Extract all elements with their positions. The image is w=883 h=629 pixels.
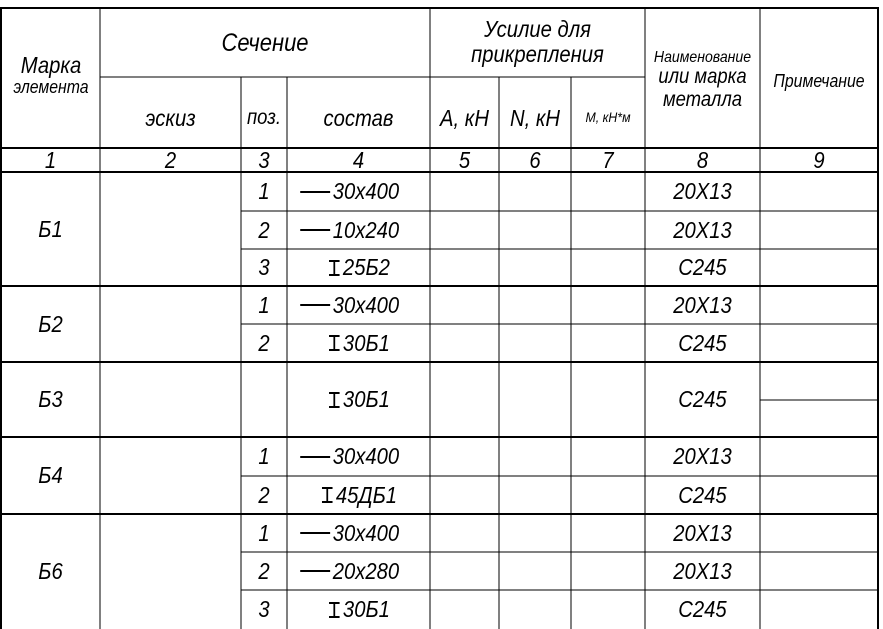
column-number-3: 3	[258, 147, 270, 174]
row-metal: С245	[678, 596, 727, 623]
composition-text: 30Б1	[342, 596, 390, 623]
header-mark-line1: Марка	[20, 51, 82, 78]
row-pos: 1	[258, 291, 270, 318]
header-metal-line3: металла	[662, 87, 743, 111]
row-composition	[296, 362, 422, 437]
row-pos: 3	[258, 596, 270, 623]
header-mark-line2: элемента	[13, 76, 89, 97]
column-number-1: 1	[44, 147, 57, 174]
plate-icon	[299, 185, 331, 199]
header-force-line2: прикрепления	[471, 41, 604, 67]
column-number-9: 9	[813, 147, 825, 174]
composition-text: 30Б1	[342, 329, 390, 356]
row-pos: 2	[258, 329, 270, 356]
composition-text: 30x400	[332, 519, 400, 546]
composition-text: 30Б1	[342, 386, 390, 413]
header-metal-line1: Наименование	[653, 48, 752, 66]
row-pos: 2	[258, 216, 270, 243]
header-force	[443, 9, 632, 75]
header-metal-line2: или марка	[658, 64, 747, 88]
composition-text: 30x400	[332, 178, 400, 205]
row-pos: 1	[258, 519, 270, 546]
plate-icon	[299, 450, 331, 464]
group-mark: Б6	[38, 558, 63, 585]
group-mark: Б4	[38, 462, 63, 489]
header-force-n: N, кН	[509, 104, 561, 131]
column-number-8: 8	[696, 147, 709, 174]
row-metal: 20Х13	[673, 291, 732, 318]
row-composition	[299, 211, 421, 249]
header-sketch: эскиз	[145, 104, 196, 131]
composition-text: 10x240	[332, 216, 400, 243]
i-beam-icon	[327, 334, 341, 352]
header-mark	[8, 40, 94, 110]
row-metal: С245	[678, 329, 727, 356]
i-beam-icon	[320, 486, 334, 504]
plate-icon	[299, 526, 331, 540]
column-number-6: 6	[529, 147, 541, 174]
row-metal: 20Х13	[673, 178, 732, 205]
row-pos	[244, 362, 284, 437]
composition-text: 30x400	[332, 443, 400, 470]
row-metal: 20Х13	[673, 216, 732, 243]
row-pos: 2	[258, 557, 270, 584]
row-pos: 1	[258, 443, 270, 470]
row-composition	[299, 172, 421, 211]
row-metal: 20Х13	[673, 519, 732, 546]
i-beam-icon	[327, 601, 341, 619]
header-section: Сечение	[221, 28, 309, 57]
row-composition	[296, 324, 422, 362]
i-beam-icon	[327, 259, 341, 277]
column-number-7: 7	[602, 147, 614, 174]
header-note: Примечание	[773, 71, 865, 92]
row-composition	[299, 552, 421, 590]
column-number-5: 5	[458, 147, 471, 174]
header-force-m: M, кН*м	[585, 109, 631, 126]
row-metal: 20Х13	[673, 557, 732, 584]
row-composition	[299, 437, 421, 476]
header-force-line1: Усилие для	[484, 16, 591, 43]
row-composition	[299, 286, 421, 324]
composition-text: 25Б2	[342, 254, 390, 281]
composition-text: 45ДБ1	[335, 481, 398, 508]
i-beam-icon	[327, 391, 341, 409]
composition-text: 30x400	[332, 291, 400, 318]
group-mark: Б2	[38, 310, 63, 337]
row-pos: 3	[258, 254, 270, 281]
row-composition	[299, 514, 421, 552]
header-metal	[652, 30, 753, 130]
group-mark: Б3	[38, 386, 63, 413]
row-metal: 20Х13	[673, 443, 732, 470]
header-force-a: A, кН	[440, 104, 489, 131]
row-composition	[296, 249, 422, 286]
group-mark: Б1	[38, 215, 63, 242]
row-composition	[296, 476, 422, 514]
row-pos: 1	[258, 178, 270, 205]
header-composition: состав	[323, 104, 394, 131]
column-number-2: 2	[164, 147, 177, 174]
plate-icon	[299, 564, 331, 578]
row-metal: С245	[678, 254, 727, 281]
plate-icon	[299, 298, 331, 312]
plate-icon	[299, 223, 331, 237]
composition-text: 20x280	[332, 557, 400, 584]
header-pos: поз.	[247, 105, 281, 129]
row-metal: С245	[678, 386, 727, 413]
row-composition	[296, 590, 422, 629]
row-pos: 2	[258, 481, 270, 508]
column-number-4: 4	[352, 147, 365, 174]
row-metal: С245	[678, 481, 727, 508]
